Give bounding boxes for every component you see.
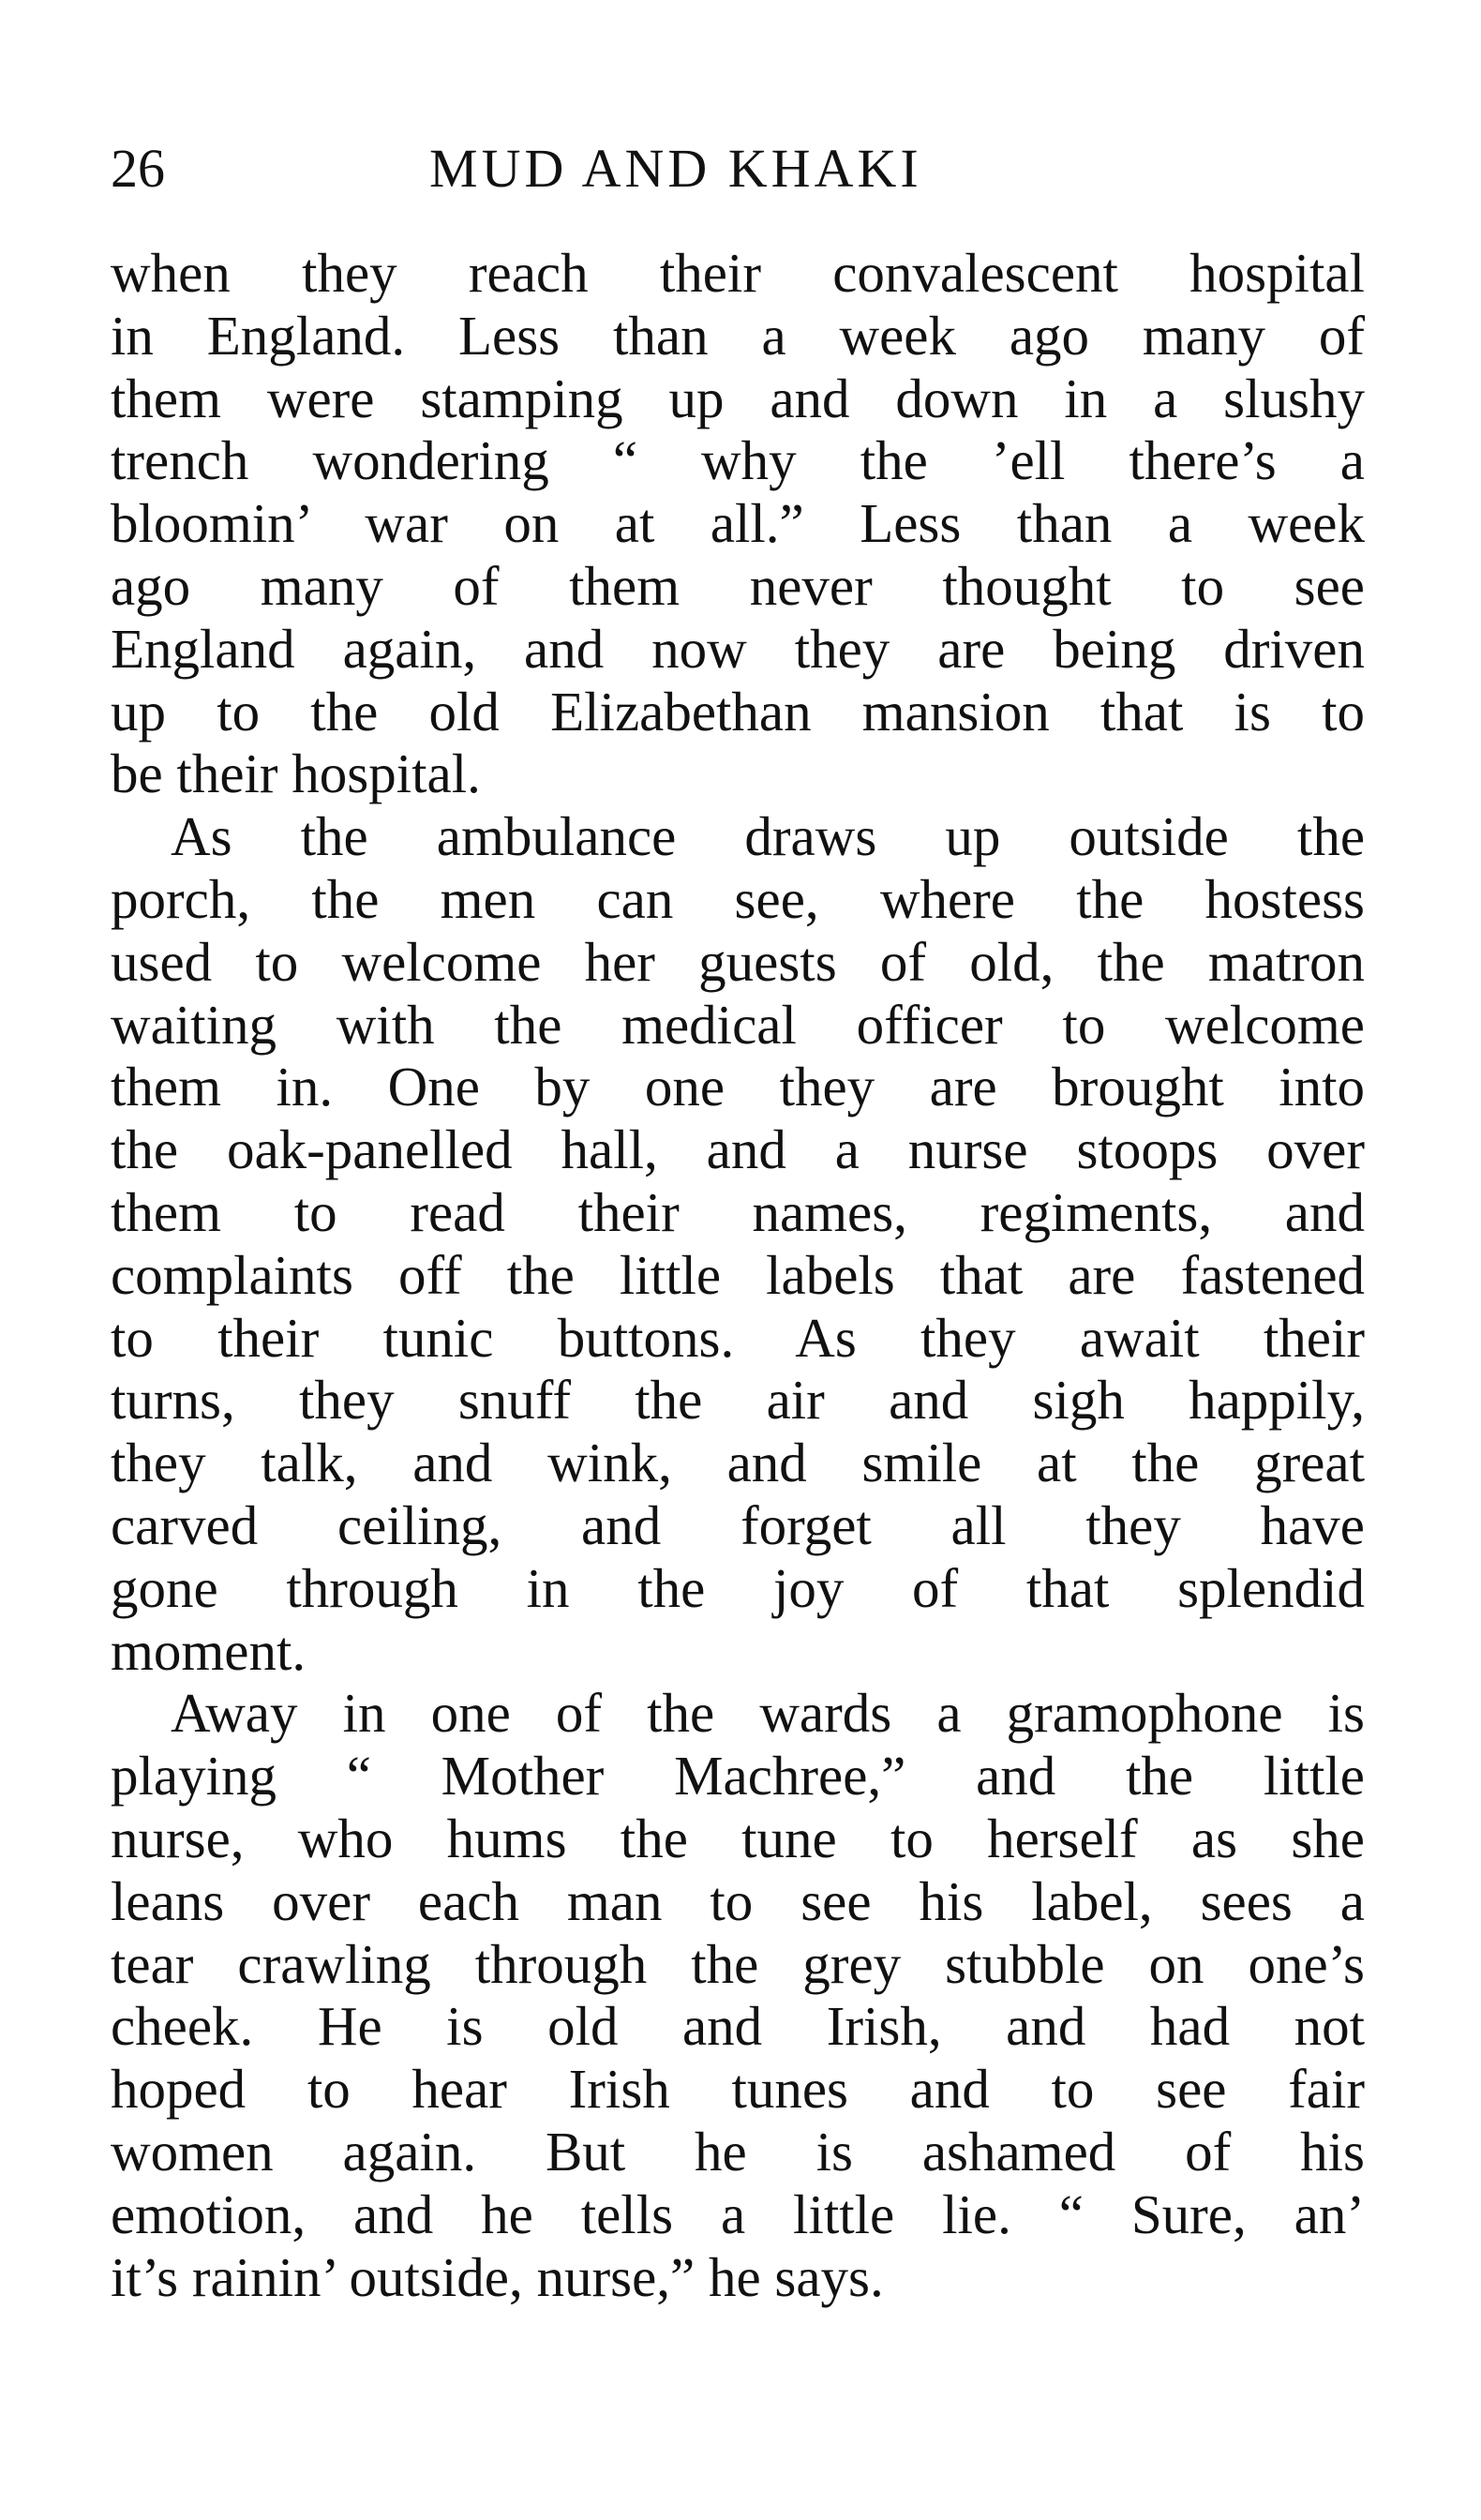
text-line: carved ceiling, and forget all they have [111, 1493, 1365, 1556]
text-line: used to welcome her guests of old, the matron [111, 930, 1365, 993]
text-line: playing “ Mother Machree,” and the little [111, 1745, 1365, 1808]
text-line: up to the old Elizabethan mansion that is to [111, 680, 1365, 742]
text-line: leans over each man to see his label, sees a [111, 1869, 1365, 1932]
text-line: Away in one of the wards a gramophone is [171, 1682, 1365, 1745]
body-text [111, 242, 1365, 2308]
text-line: cheek. He is old and Irish, and had not [111, 1995, 1365, 2058]
text-line: be their hospital. [111, 742, 481, 805]
text-line: gone through in the joy of that splendid [111, 1556, 1365, 1619]
paragraph-2 [111, 805, 1365, 1682]
text-line: porch, the men can see, where the hostess [111, 867, 1365, 930]
text-line: ago many of them never thought to see [111, 554, 1365, 617]
text-line: them in. One by one they are brought into [111, 1056, 1365, 1118]
paragraph-1 [111, 242, 1365, 805]
text-line: moment. [111, 1619, 307, 1682]
text-line: hoped to hear Irish tunes and to see fair [111, 2058, 1365, 2121]
text-line: bloomin’ war on at all.” Less than a week [111, 492, 1365, 555]
text-line: emotion, and he tells a little lie. “ Sure, an’ [111, 2182, 1365, 2245]
text-line: tear crawling through the grey stubble on one’s [111, 1932, 1365, 1995]
text-line: when they reach their convalescent hospital [111, 242, 1365, 304]
text-line: turns, they snuff the air and sigh happily, [111, 1369, 1365, 1432]
text-line: them were stamping up and down in a slushy [111, 367, 1365, 429]
text-line: nurse, who hums the tune to herself as she [111, 1807, 1365, 1869]
text-line: trench wondering “ why the ’ell there’s a [111, 429, 1365, 492]
text-line: them to read their names, regiments, and [111, 1180, 1365, 1243]
text-line: the oak-panelled hall, and a nurse stoops over [111, 1118, 1365, 1181]
text-line: waiting with the medical officer to welcome [111, 993, 1365, 1056]
text-line: they talk, and wink, and smile at the great [111, 1432, 1365, 1494]
text-line: women again. But he is ashamed of his [111, 2120, 1365, 2182]
text-line: to their tunic buttons. As they await their [111, 1306, 1365, 1369]
text-line: in England. Less than a week ago many of [111, 304, 1365, 367]
text-line: it’s rainin’ outside, nurse,” he says. [111, 2245, 884, 2308]
paragraph-3 [111, 1682, 1365, 2308]
running-title: MUD AND KHAKI [429, 138, 922, 199]
text-line: England again, and now they are being driven [111, 617, 1365, 680]
page-header [111, 131, 1367, 206]
page-number: 26 [111, 138, 165, 199]
text-line: complaints off the little labels that are fastened [111, 1243, 1365, 1306]
text-line: As the ambulance draws up outside the [171, 805, 1365, 868]
